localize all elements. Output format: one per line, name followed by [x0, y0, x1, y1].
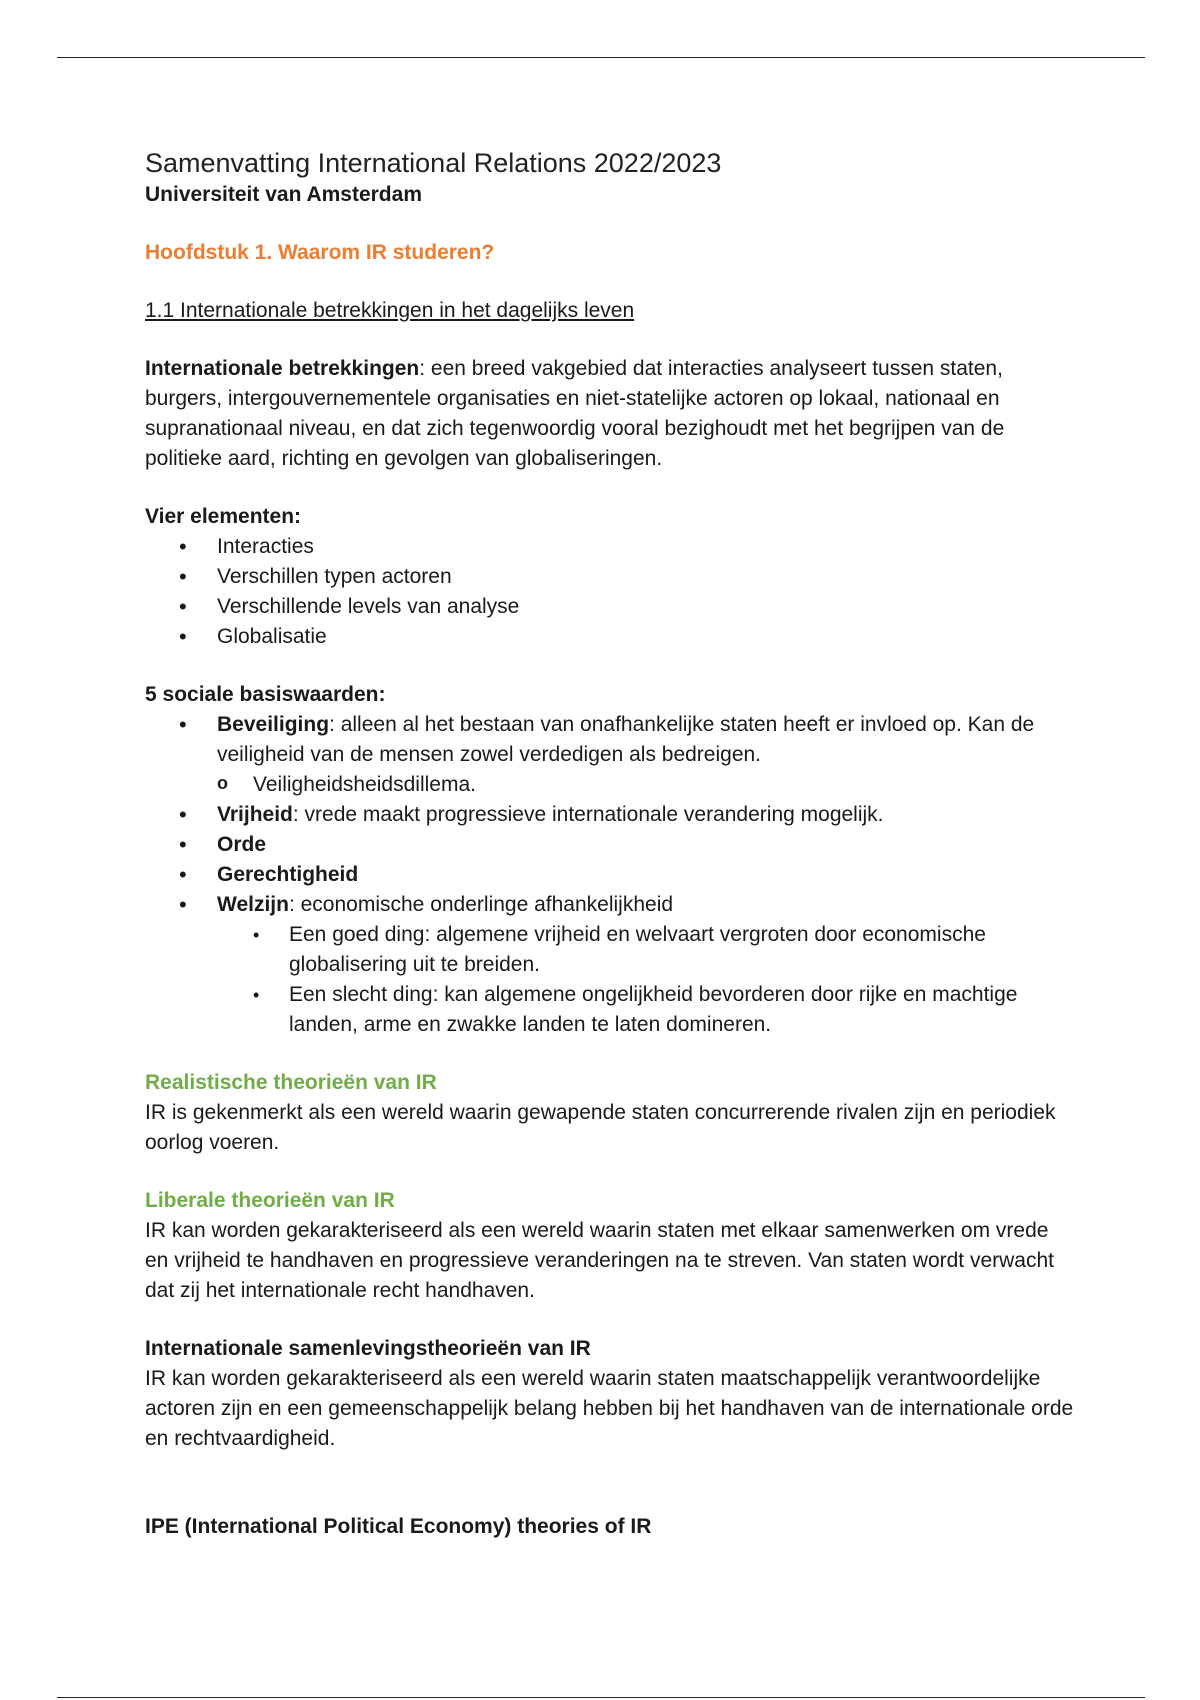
list-item-order — [145, 830, 1075, 860]
document-body — [145, 146, 1075, 1542]
realist-heading: Realistische theorieën van IR — [145, 1071, 437, 1094]
section-heading: 1.1 Internationale betrekkingen in het dagelijks leven — [145, 299, 635, 322]
values-heading: 5 sociale basiswaarden: — [145, 683, 386, 706]
value-term: Gerechtigheid — [217, 863, 359, 886]
elements-heading: Vier elementen: — [145, 505, 302, 528]
list-item-security — [145, 710, 1075, 800]
top-rule — [57, 57, 1145, 58]
realist-text: IR is gekenmerkt als een wereld waarin gewapende staten concurrerende rivalen zijn en periodiek oorlog voeren. — [145, 1101, 1056, 1154]
security-sublist — [217, 770, 1075, 800]
value-term: Orde — [217, 833, 267, 856]
value-text: : vrede maakt progressieve internationale verandering mogelijk. — [292, 803, 884, 826]
values-list — [145, 710, 1075, 1040]
definition-term: Internationale betrekkingen — [145, 357, 420, 380]
document-subtitle: Universiteit van Amsterdam — [145, 183, 422, 206]
list-item: • Globalisatie — [145, 622, 1075, 652]
value-term: Welzijn — [217, 893, 289, 916]
definition-paragraph — [145, 354, 1075, 474]
elements-list — [145, 532, 1075, 652]
sublist-item: • Een goed ding: algemene vrijheid en welvaart vergroten door economische globalisering uit te breiden. — [217, 920, 1075, 980]
liberal-text: IR kan worden gekarakteriseerd als een wereld waarin staten met elkaar samenwerken om vrede en vrijheid te handhaven en progressieve veranderingen na te streven. Van staten wordt verwacht dat zij het internationale recht handhaven. — [145, 1219, 1054, 1302]
value-text: : alleen al het bestaan van onafhankelijke staten heeft er invloed op. Kan de veiligheid van de mensen zowel verdedigen als bedreigen. — [217, 713, 1035, 766]
bottom-rule — [57, 1697, 1145, 1698]
chapter-heading: Hoofdstuk 1. Waarom IR studeren? — [145, 241, 495, 264]
welfare-sublist — [217, 920, 1075, 1040]
list-item: • Interacties — [145, 532, 1075, 562]
sublist-item: o Veiligheidsheidsdillema. — [217, 770, 1075, 800]
document-title: Samenvatting International Relations 2022/2023 — [145, 148, 722, 178]
value-term: Vrijheid — [217, 803, 293, 826]
list-item-justice — [145, 860, 1075, 890]
list-item: • Verschillen typen actoren — [145, 562, 1075, 592]
value-text: : economische onderlinge afhankelijkheid — [288, 893, 674, 916]
liberal-heading: Liberale theorieën van IR — [145, 1189, 395, 1212]
ipe-heading: IPE (International Political Economy) theories of IR — [145, 1515, 652, 1538]
list-item-freedom — [145, 800, 1075, 830]
society-text: IR kan worden gekarakteriseerd als een wereld waarin staten maatschappelijk verantwoordelijke actoren zijn en een gemeenschappelijk belang hebben bij het handhaven van de internationale orde en rechtvaardigheid. — [145, 1367, 1074, 1450]
sublist-item: • Een slecht ding: kan algemene ongelijkheid bevorderen door rijke en machtige landen, arme en zwakke landen te laten domineren. — [217, 980, 1075, 1040]
list-item-welfare — [145, 890, 1075, 1040]
definition-text: : een breed vakgebied dat interacties analyseert tussen staten, burgers, intergouvernementele organisaties en niet-statelijke actoren op lokaal, nationaal en supranationaal niveau, en dat zich tegenwoordig vooral bezighoudt met het begrijpen van de politieke aard, richting en gevolgen van globaliseringen. — [145, 357, 1005, 470]
society-heading: Internationale samenlevingstheorieën van IR — [145, 1337, 591, 1360]
value-term: Beveiliging — [217, 713, 330, 736]
list-item: • Verschillende levels van analyse — [145, 592, 1075, 622]
